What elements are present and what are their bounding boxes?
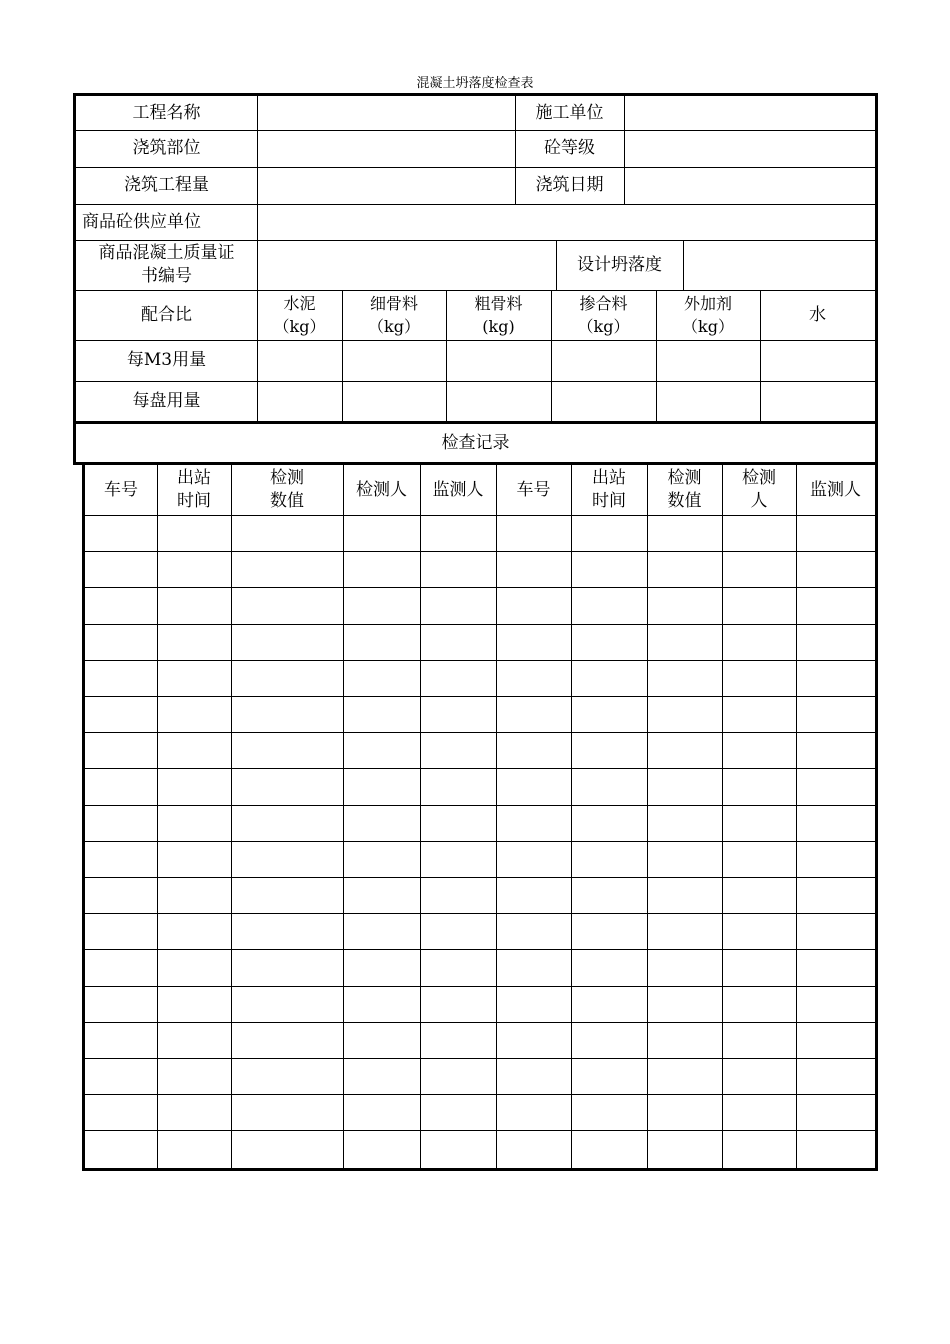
fine-aggregate-header <box>342 290 446 340</box>
record-cell[interactable] <box>231 768 343 805</box>
record-cell[interactable] <box>496 986 571 1022</box>
records-header-8-text: 数值 <box>667 491 702 511</box>
supplier-field[interactable] <box>257 204 875 240</box>
per-batch-input[interactable] <box>656 381 760 421</box>
mix-ratio-label-text: 配合比 <box>141 304 192 325</box>
record-cell[interactable] <box>231 587 343 624</box>
record-cell[interactable] <box>722 986 796 1022</box>
record-cell[interactable] <box>647 841 722 877</box>
record-cell[interactable] <box>420 949 496 986</box>
record-cell[interactable] <box>647 515 722 551</box>
concrete-grade-label <box>515 130 624 167</box>
record-cell[interactable] <box>157 551 231 587</box>
records-header-10 <box>796 465 875 515</box>
record-cell[interactable] <box>85 805 157 841</box>
admixture-header-text: 掺合料 <box>579 294 628 313</box>
record-cell[interactable] <box>231 913 343 949</box>
record-cell[interactable] <box>496 841 571 877</box>
record-cell[interactable] <box>796 1094 875 1130</box>
records-header-2-text: 时间 <box>177 491 211 511</box>
per-batch-label-text: 每盘用量 <box>132 390 201 411</box>
record-cell[interactable] <box>157 587 231 624</box>
record-cell[interactable] <box>496 551 571 587</box>
record-cell[interactable] <box>231 841 343 877</box>
record-cell[interactable] <box>722 660 796 696</box>
coarse-aggregate-header-text: 粗骨料 <box>474 294 523 313</box>
record-cell[interactable] <box>722 877 796 913</box>
record-cell[interactable] <box>647 768 722 805</box>
record-cell[interactable] <box>343 841 420 877</box>
record-cell[interactable] <box>496 515 571 551</box>
records-header-9-text: 检测 <box>742 468 776 488</box>
record-cell[interactable] <box>647 986 722 1022</box>
record-cell[interactable] <box>343 587 420 624</box>
record-cell[interactable] <box>420 986 496 1022</box>
record-cell[interactable] <box>85 696 157 732</box>
record-cell[interactable] <box>796 696 875 732</box>
cement-header-text: 水泥 <box>283 294 316 313</box>
record-cell[interactable] <box>722 1130 796 1168</box>
record-cell[interactable] <box>85 913 157 949</box>
record-cell[interactable] <box>157 768 231 805</box>
record-cell[interactable] <box>157 1130 231 1168</box>
records-header-1-text: 车号 <box>104 479 138 500</box>
record-cell[interactable] <box>343 986 420 1022</box>
record-cell[interactable] <box>647 913 722 949</box>
design-slump-label-text: 设计坍落度 <box>577 254 662 275</box>
records-header-2 <box>157 465 231 515</box>
record-cell[interactable] <box>157 1022 231 1058</box>
supplier-label-text: 商品砼供应单位 <box>82 211 201 232</box>
record-cell[interactable] <box>496 696 571 732</box>
record-cell[interactable] <box>722 624 796 660</box>
record-cell[interactable] <box>496 660 571 696</box>
record-cell[interactable] <box>343 1058 420 1094</box>
per-m3-label-text: 每M3用量 <box>126 350 207 370</box>
records-header-4 <box>343 465 420 515</box>
record-cell[interactable] <box>231 1094 343 1130</box>
record-cell[interactable] <box>420 768 496 805</box>
record-cell[interactable] <box>722 949 796 986</box>
record-cell[interactable] <box>496 624 571 660</box>
record-cell[interactable] <box>157 1094 231 1130</box>
record-cell[interactable] <box>343 1094 420 1130</box>
record-cell[interactable] <box>722 1022 796 1058</box>
record-cell[interactable] <box>796 732 875 768</box>
record-cell[interactable] <box>157 732 231 768</box>
record-cell[interactable] <box>343 551 420 587</box>
record-cell[interactable] <box>571 551 647 587</box>
records-header-5-text: 监测人 <box>432 479 484 500</box>
record-cell[interactable] <box>722 768 796 805</box>
record-cell[interactable] <box>796 1130 875 1168</box>
per-m3-input[interactable] <box>551 340 656 381</box>
water-header-text: 水 <box>809 304 826 325</box>
admixture-header-text: （kg） <box>577 317 630 336</box>
record-cell[interactable] <box>343 696 420 732</box>
pour-location-label-text: 浇筑部位 <box>132 138 201 158</box>
record-cell[interactable] <box>722 913 796 949</box>
record-cell[interactable] <box>722 732 796 768</box>
record-cell[interactable] <box>796 805 875 841</box>
record-cell[interactable] <box>85 1058 157 1094</box>
record-cell[interactable] <box>496 805 571 841</box>
certificate-field[interactable] <box>257 240 556 290</box>
record-cell[interactable] <box>647 624 722 660</box>
record-cell[interactable] <box>420 1130 496 1168</box>
record-cell[interactable] <box>796 841 875 877</box>
construction-unit-field[interactable] <box>624 96 875 130</box>
project-name-label <box>76 96 257 130</box>
record-cell[interactable] <box>647 551 722 587</box>
record-cell[interactable] <box>420 913 496 949</box>
record-cell[interactable] <box>796 660 875 696</box>
record-cell[interactable] <box>571 986 647 1022</box>
construction-unit-label-text: 施工单位 <box>535 102 604 123</box>
record-cell[interactable] <box>571 696 647 732</box>
record-cell[interactable] <box>157 515 231 551</box>
record-cell[interactable] <box>343 877 420 913</box>
records-header-3-text: 检测 <box>270 468 304 488</box>
records-header-9 <box>722 465 796 515</box>
record-cell[interactable] <box>157 1058 231 1094</box>
record-cell[interactable] <box>571 1094 647 1130</box>
per-batch-input[interactable] <box>551 381 656 421</box>
record-cell[interactable] <box>157 949 231 986</box>
record-cell[interactable] <box>157 986 231 1022</box>
per-m3-input[interactable] <box>656 340 760 381</box>
record-cell[interactable] <box>796 1058 875 1094</box>
record-cell[interactable] <box>343 949 420 986</box>
per-m3-label <box>76 340 257 381</box>
concrete-grade-label-text: 砼等级 <box>544 138 595 158</box>
records-header-8 <box>647 465 722 515</box>
pour-location-field[interactable] <box>257 130 515 167</box>
project-name-label-text: 工程名称 <box>132 102 201 123</box>
record-cell[interactable] <box>571 587 647 624</box>
record-cell[interactable] <box>231 515 343 551</box>
record-cell[interactable] <box>496 587 571 624</box>
record-cell[interactable] <box>496 913 571 949</box>
additive-header-text: （kg） <box>682 317 734 336</box>
record-cell[interactable] <box>157 660 231 696</box>
record-cell[interactable] <box>496 877 571 913</box>
record-cell[interactable] <box>85 1094 157 1130</box>
record-cell[interactable] <box>231 805 343 841</box>
record-cell[interactable] <box>343 913 420 949</box>
record-cell[interactable] <box>85 768 157 805</box>
record-cell[interactable] <box>722 1094 796 1130</box>
records-header-3 <box>231 465 343 515</box>
record-cell[interactable] <box>796 768 875 805</box>
record-cell[interactable] <box>420 877 496 913</box>
record-cell[interactable] <box>796 877 875 913</box>
records-section-title <box>76 424 875 462</box>
record-cell[interactable] <box>647 949 722 986</box>
coarse-aggregate-header-text: (kg) <box>482 317 515 336</box>
record-cell[interactable] <box>647 587 722 624</box>
record-cell[interactable] <box>157 877 231 913</box>
records-header-1 <box>85 465 157 515</box>
record-cell[interactable] <box>722 805 796 841</box>
per-batch-input[interactable] <box>257 381 342 421</box>
record-cell[interactable] <box>796 913 875 949</box>
record-cell[interactable] <box>420 551 496 587</box>
records-header-9-text: 人 <box>750 491 768 511</box>
coarse-aggregate-header <box>446 290 551 340</box>
record-cell[interactable] <box>796 515 875 551</box>
record-cell[interactable] <box>722 1058 796 1094</box>
record-cell[interactable] <box>157 696 231 732</box>
pour-location-label <box>76 130 257 167</box>
records-header-3-text: 数值 <box>270 491 304 511</box>
record-cell[interactable] <box>571 624 647 660</box>
per-m3-input[interactable] <box>446 340 551 381</box>
supplier-label <box>76 204 257 240</box>
per-batch-input[interactable] <box>760 381 875 421</box>
per-batch-label <box>76 381 257 421</box>
record-cell[interactable] <box>231 1022 343 1058</box>
pour-date-label <box>515 167 624 204</box>
admixture-header <box>551 290 656 340</box>
record-cell[interactable] <box>420 587 496 624</box>
record-cell[interactable] <box>231 551 343 587</box>
record-cell[interactable] <box>420 696 496 732</box>
record-cell[interactable] <box>496 732 571 768</box>
cement-header-text: （kg） <box>273 317 326 336</box>
record-cell[interactable] <box>85 877 157 913</box>
record-cell[interactable] <box>231 877 343 913</box>
record-cell[interactable] <box>231 986 343 1022</box>
record-cell[interactable] <box>85 841 157 877</box>
record-cell[interactable] <box>157 913 231 949</box>
record-cell[interactable] <box>420 841 496 877</box>
record-cell[interactable] <box>796 587 875 624</box>
record-cell[interactable] <box>647 1058 722 1094</box>
record-cell[interactable] <box>796 1022 875 1058</box>
record-cell[interactable] <box>647 877 722 913</box>
fine-aggregate-header-text: （kg） <box>368 317 420 336</box>
record-cell[interactable] <box>420 1094 496 1130</box>
record-cell[interactable] <box>796 624 875 660</box>
record-cell[interactable] <box>343 660 420 696</box>
fine-aggregate-header-text: 细骨料 <box>369 294 418 313</box>
records-header-4-text: 检测人 <box>356 479 407 500</box>
records-section-title-text: 检查记录 <box>441 432 510 453</box>
record-cell[interactable] <box>647 1094 722 1130</box>
record-cell[interactable] <box>343 515 420 551</box>
record-cell[interactable] <box>722 515 796 551</box>
pour-date-field[interactable] <box>624 167 875 204</box>
record-cell[interactable] <box>647 805 722 841</box>
record-cell[interactable] <box>231 696 343 732</box>
record-cell[interactable] <box>231 732 343 768</box>
record-cell[interactable] <box>85 1022 157 1058</box>
record-cell[interactable] <box>571 515 647 551</box>
records-header-7 <box>571 465 647 515</box>
record-cell[interactable] <box>85 551 157 587</box>
document-title: 混凝土坍落度检查表 <box>416 76 534 91</box>
pour-quantity-label-text: 浇筑工程量 <box>124 175 209 195</box>
record-cell[interactable] <box>420 660 496 696</box>
record-cell[interactable] <box>571 841 647 877</box>
record-cell[interactable] <box>343 732 420 768</box>
record-cell[interactable] <box>420 515 496 551</box>
construction-unit-label <box>515 96 624 130</box>
record-cell[interactable] <box>231 624 343 660</box>
mix-ratio-label <box>76 290 257 340</box>
record-cell[interactable] <box>571 805 647 841</box>
per-batch-input[interactable] <box>446 381 551 421</box>
record-cell[interactable] <box>420 732 496 768</box>
records-header-6 <box>496 465 571 515</box>
record-cell[interactable] <box>571 913 647 949</box>
record-cell[interactable] <box>647 732 722 768</box>
record-cell[interactable] <box>231 1130 343 1168</box>
per-batch-input[interactable] <box>342 381 446 421</box>
record-cell[interactable] <box>496 949 571 986</box>
record-cell[interactable] <box>647 660 722 696</box>
record-cell[interactable] <box>571 949 647 986</box>
record-cell[interactable] <box>647 1130 722 1168</box>
records-header-7-text: 时间 <box>592 491 626 511</box>
project-name-field[interactable] <box>257 96 515 130</box>
record-cell[interactable] <box>496 1022 571 1058</box>
records-header-2-text: 出站 <box>177 468 211 488</box>
record-cell[interactable] <box>571 732 647 768</box>
record-cell[interactable] <box>85 587 157 624</box>
record-cell[interactable] <box>722 696 796 732</box>
pour-quantity-field[interactable] <box>257 167 515 204</box>
record-cell[interactable] <box>231 660 343 696</box>
record-cell[interactable] <box>85 949 157 986</box>
records-header-8-text: 检测 <box>667 468 702 488</box>
per-m3-input[interactable] <box>342 340 446 381</box>
pour-quantity-label <box>76 167 257 204</box>
records-header-6-text: 车号 <box>516 479 551 500</box>
record-cell[interactable] <box>343 768 420 805</box>
record-cell[interactable] <box>496 1130 571 1168</box>
certificate-label-text: 商品混凝土质量证 <box>98 243 235 263</box>
record-cell[interactable] <box>85 1130 157 1168</box>
concrete-grade-field[interactable] <box>624 130 875 167</box>
record-cell[interactable] <box>231 1058 343 1094</box>
record-cell[interactable] <box>571 877 647 913</box>
record-cell[interactable] <box>722 587 796 624</box>
record-cell[interactable] <box>85 986 157 1022</box>
record-cell[interactable] <box>571 1022 647 1058</box>
record-cell[interactable] <box>571 1130 647 1168</box>
record-cell[interactable] <box>796 551 875 587</box>
record-cell[interactable] <box>571 660 647 696</box>
record-cell[interactable] <box>722 551 796 587</box>
record-cell[interactable] <box>85 624 157 660</box>
certificate-label-text: 书编号 <box>141 266 192 286</box>
record-cell[interactable] <box>647 696 722 732</box>
record-cell[interactable] <box>496 768 571 805</box>
record-cell[interactable] <box>85 732 157 768</box>
per-m3-input[interactable] <box>257 340 342 381</box>
record-cell[interactable] <box>496 1094 571 1130</box>
certificate-label <box>76 240 257 290</box>
record-cell[interactable] <box>157 805 231 841</box>
record-cell[interactable] <box>647 1022 722 1058</box>
design-slump-label <box>556 240 683 290</box>
record-cell[interactable] <box>420 1058 496 1094</box>
records-header-7-text: 出站 <box>592 468 626 488</box>
record-cell[interactable] <box>85 515 157 551</box>
record-cell[interactable] <box>571 1058 647 1094</box>
additive-header-text: 外加剂 <box>683 294 732 313</box>
record-cell[interactable] <box>231 949 343 986</box>
record-cell[interactable] <box>722 841 796 877</box>
record-cell[interactable] <box>420 805 496 841</box>
records-header-5 <box>420 465 496 515</box>
water-header <box>760 290 875 340</box>
record-cell[interactable] <box>343 1130 420 1168</box>
record-cell[interactable] <box>157 624 231 660</box>
record-cell[interactable] <box>343 624 420 660</box>
record-cell[interactable] <box>496 1058 571 1094</box>
records-header-10-text: 监测人 <box>810 479 861 500</box>
record-cell[interactable] <box>420 1022 496 1058</box>
record-cell[interactable] <box>796 949 875 986</box>
cement-header <box>257 290 342 340</box>
pour-date-label-text: 浇筑日期 <box>535 175 604 195</box>
record-cell[interactable] <box>420 624 496 660</box>
record-cell[interactable] <box>571 768 647 805</box>
design-slump-field[interactable] <box>683 240 875 290</box>
per-m3-input[interactable] <box>760 340 875 381</box>
record-cell[interactable] <box>343 805 420 841</box>
additive-header <box>656 290 760 340</box>
record-cell[interactable] <box>796 986 875 1022</box>
record-cell[interactable] <box>85 660 157 696</box>
record-cell[interactable] <box>157 841 231 877</box>
record-cell[interactable] <box>343 1022 420 1058</box>
